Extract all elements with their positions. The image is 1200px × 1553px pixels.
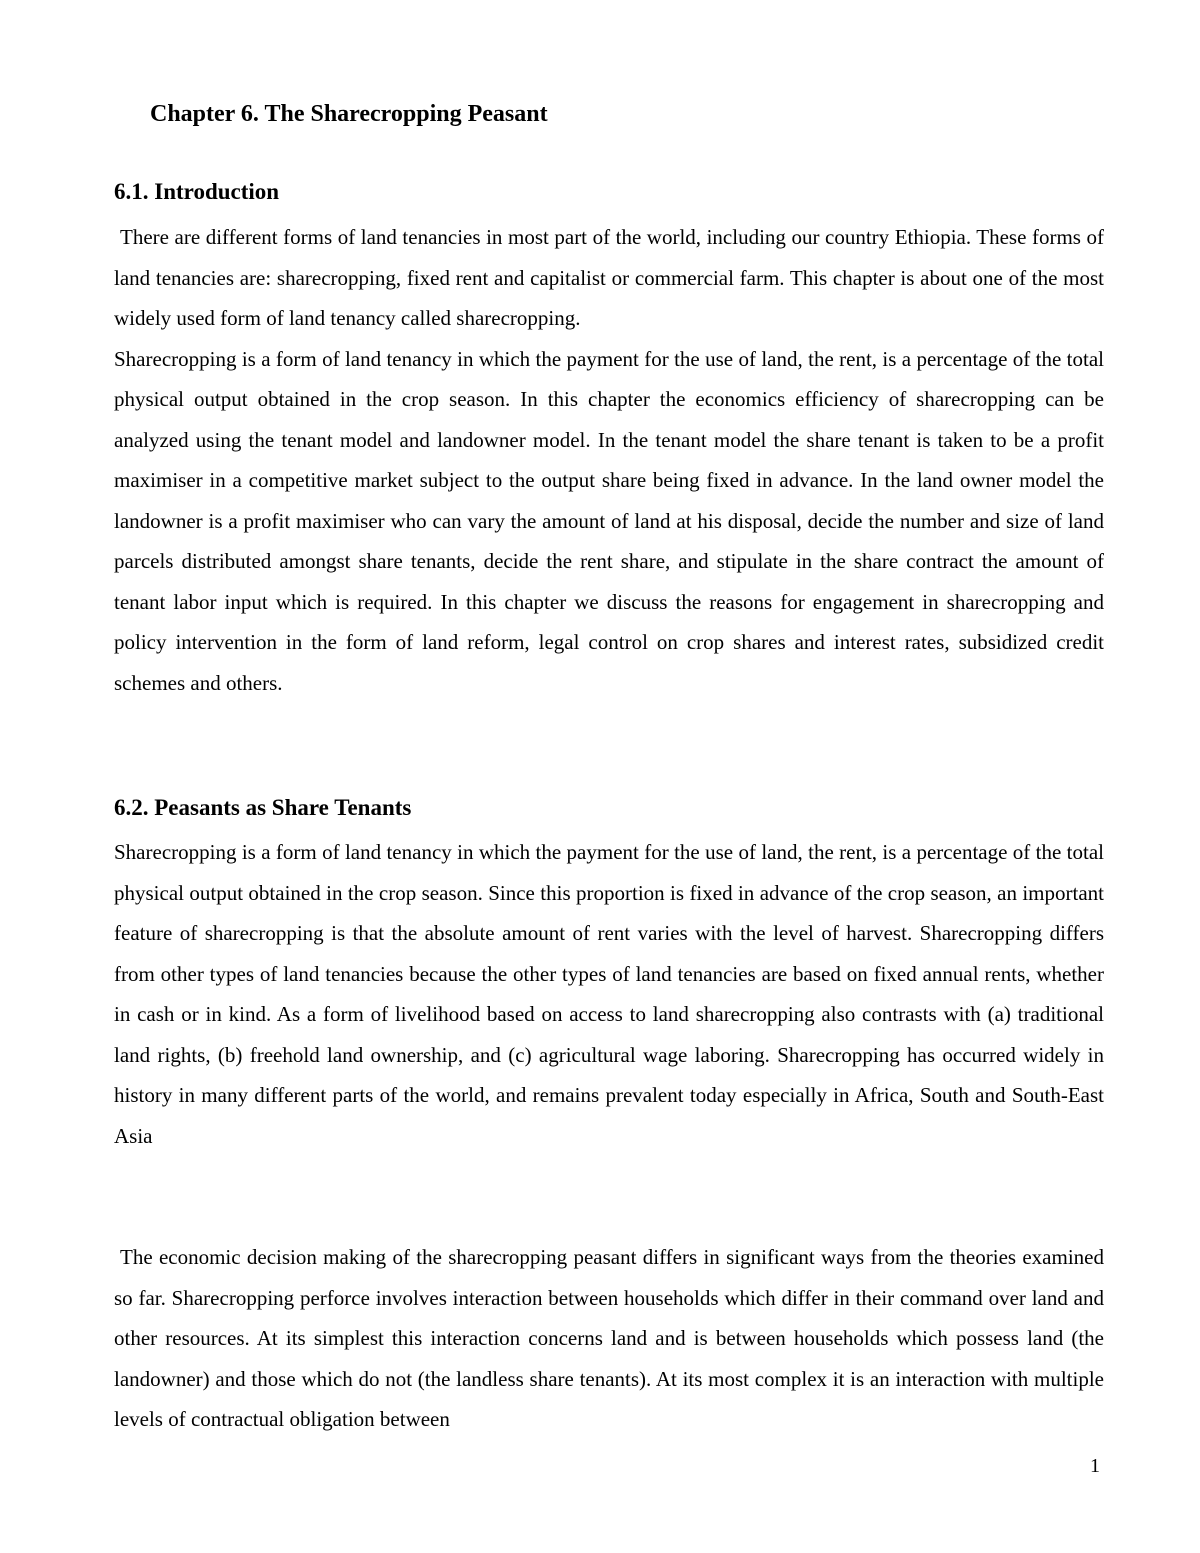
introduction-body [114, 217, 1104, 703]
section-heading-peasants-as-share-tenants: 6.2. Peasants as Share Tenants [114, 795, 412, 820]
share-tenants-paragraph-1: Sharecropping is a form of land tenancy in which the payment for the use of land, the rent, is a percentage of the total physical output obtained in the crop season. Since this proportion is fixed in advance of the crop season, an important feature of sharecropping is that the absolute amount of rent varies with the level of harvest. Sharecropping differs from other types of land tenancies because the other types of land tenancies are based on fixed annual rents, whether in cash or in kind. As a form of livelihood based on access to land sharecropping also contrasts with (a) traditional land rights, (b) freehold land ownership, and (c) agricultural wage laboring. Sharecropping has occurred widely in history in many different parts of the world, and remains prevalent today especially in Africa, South and South-East Asia [114, 840, 1104, 1148]
introduction-paragraph-2: Sharecropping is a form of land tenancy in which the payment for the use of land, the rent, is a percentage of the total physical output obtained in the crop season. In this chapter the economics efficiency of sharecropping can be analyzed using the tenant model and landowner model. In the tenant model the share tenant is taken to be a profit maximiser in a competitive market subject to the output share being fixed in advance. In the land owner model the landowner is a profit maximiser who can vary the amount of land at his disposal, decide the number and size of land parcels distributed amongst share tenants, decide the rent share, and stipulate in the share contract the amount of tenant labor input which is required. In this chapter we discuss the reasons for engagement in sharecropping and policy intervention in the form of land reform, legal control on crop shares and interest rates, subsidized credit schemes and others. [114, 346, 1104, 695]
page-number: 1 [1090, 1455, 1100, 1477]
section-heading-introduction: 6.1. Introduction [114, 179, 280, 204]
share-tenants-paragraph-2: The economic decision making of the sharecropping peasant differs in significant ways from the theories examined so far. Sharecropping perforce involves interaction between households which differ in their command over land and other resources. At its simplest this interaction concerns land and is between households which possess land (the landowner) and those which do not (the landless share tenants). At its most complex it is an interaction with multiple levels of contractual obligation between [114, 1245, 1104, 1431]
chapter-title: Chapter 6. The Sharecropping Peasant [150, 101, 548, 127]
share-tenants-body [114, 832, 1104, 1156]
economic-decision-body [114, 1237, 1104, 1440]
introduction-paragraph-1: There are different forms of land tenancies in most part of the world, including our country Ethiopia. These forms of land tenancies are: sharecropping, fixed rent and capitalist or commercial farm. This chapter is about one of the most widely used form of land tenancy called sharecropping. [114, 225, 1104, 330]
